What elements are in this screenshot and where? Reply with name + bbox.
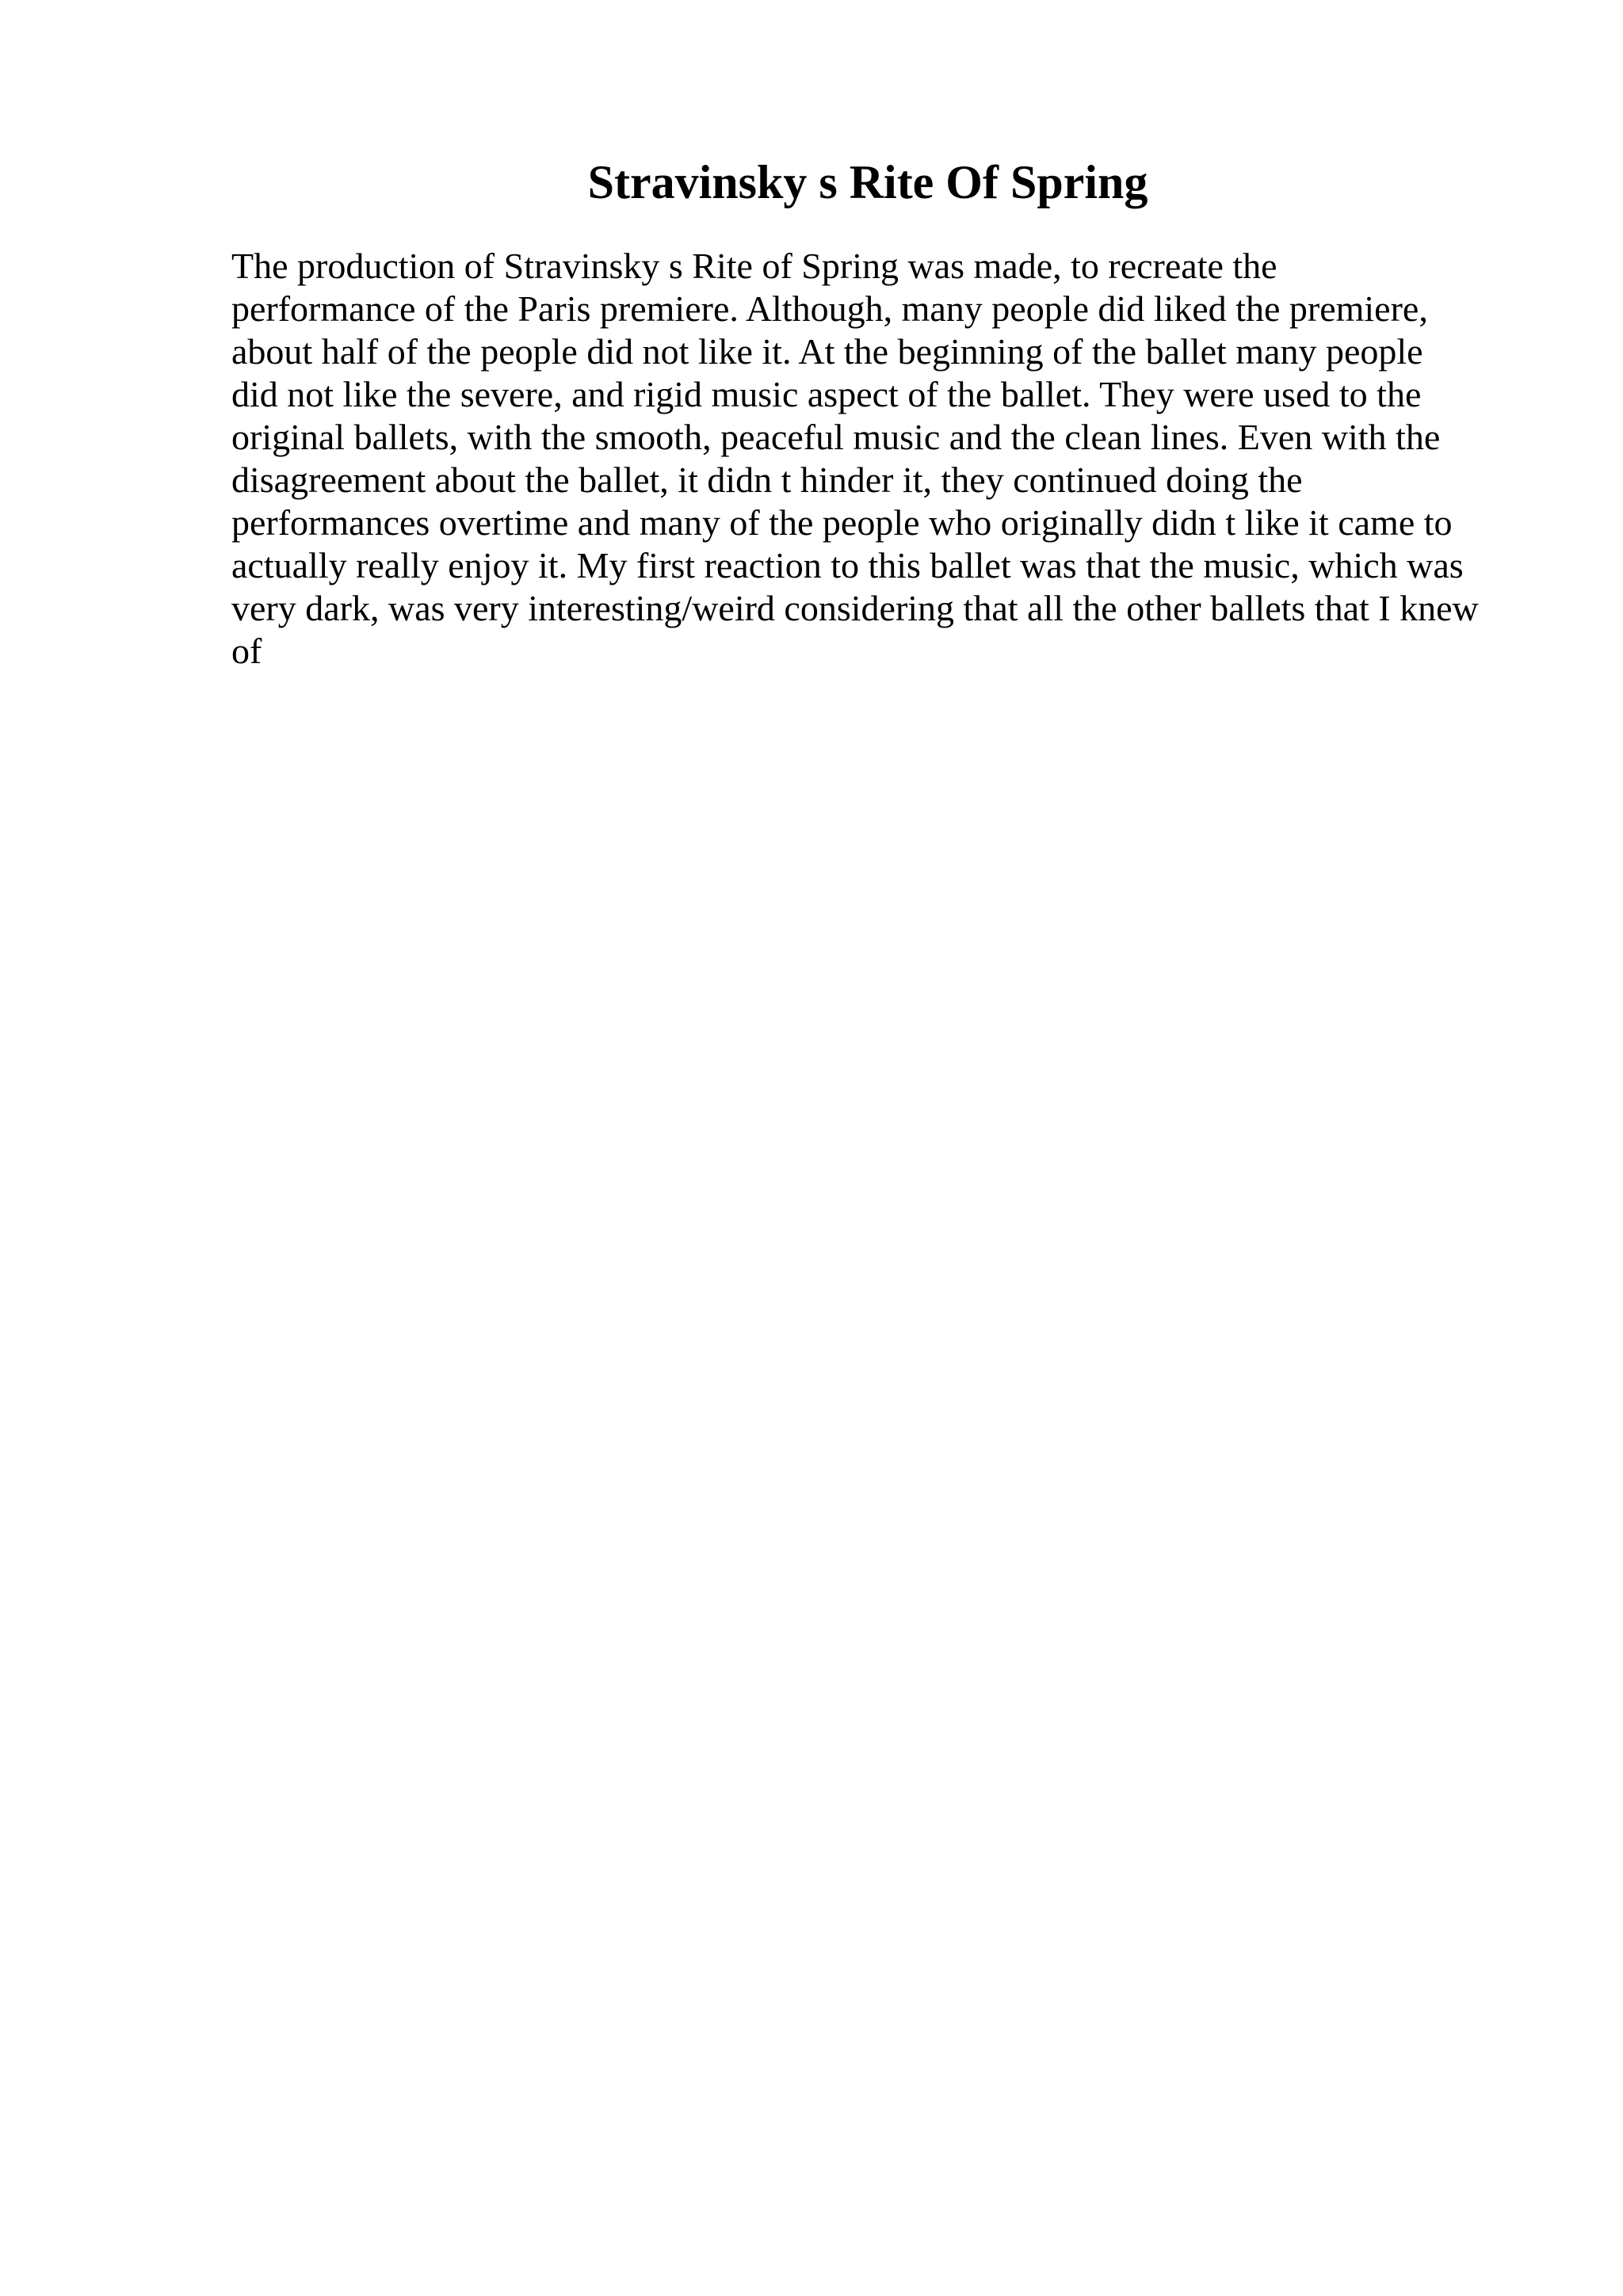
body-line: about half of the people did not like it. At the beginning of the ballet many people xyxy=(231,331,1423,372)
body-line: did not like the severe, and rigid music aspect of the ballet. They were used to the xyxy=(231,374,1422,414)
body-line: performances overtime and many of the people who originally didn t like it came to xyxy=(231,502,1453,543)
body-line: The production of Stravinsky s Rite of Spring was made, to recreate the xyxy=(231,246,1277,286)
document-body xyxy=(231,245,1515,673)
body-line: actually really enjoy it. My first reaction to this ballet was that the music, which was xyxy=(231,545,1464,585)
body-line: very dark, was very interesting/weird considering that all the other ballets that I knew xyxy=(231,588,1479,628)
document-title: Stravinsky s Rite Of Spring xyxy=(587,156,1148,208)
body-line: disagreement about the ballet, it didn t hinder it, they continued doing the xyxy=(231,460,1303,500)
body-line: original ballets, with the smooth, peaceful music and the clean lines. Even with the xyxy=(231,417,1441,457)
body-line: performance of the Paris premiere. Although, many people did liked the premiere, xyxy=(231,288,1428,329)
body-line: of xyxy=(231,631,262,671)
